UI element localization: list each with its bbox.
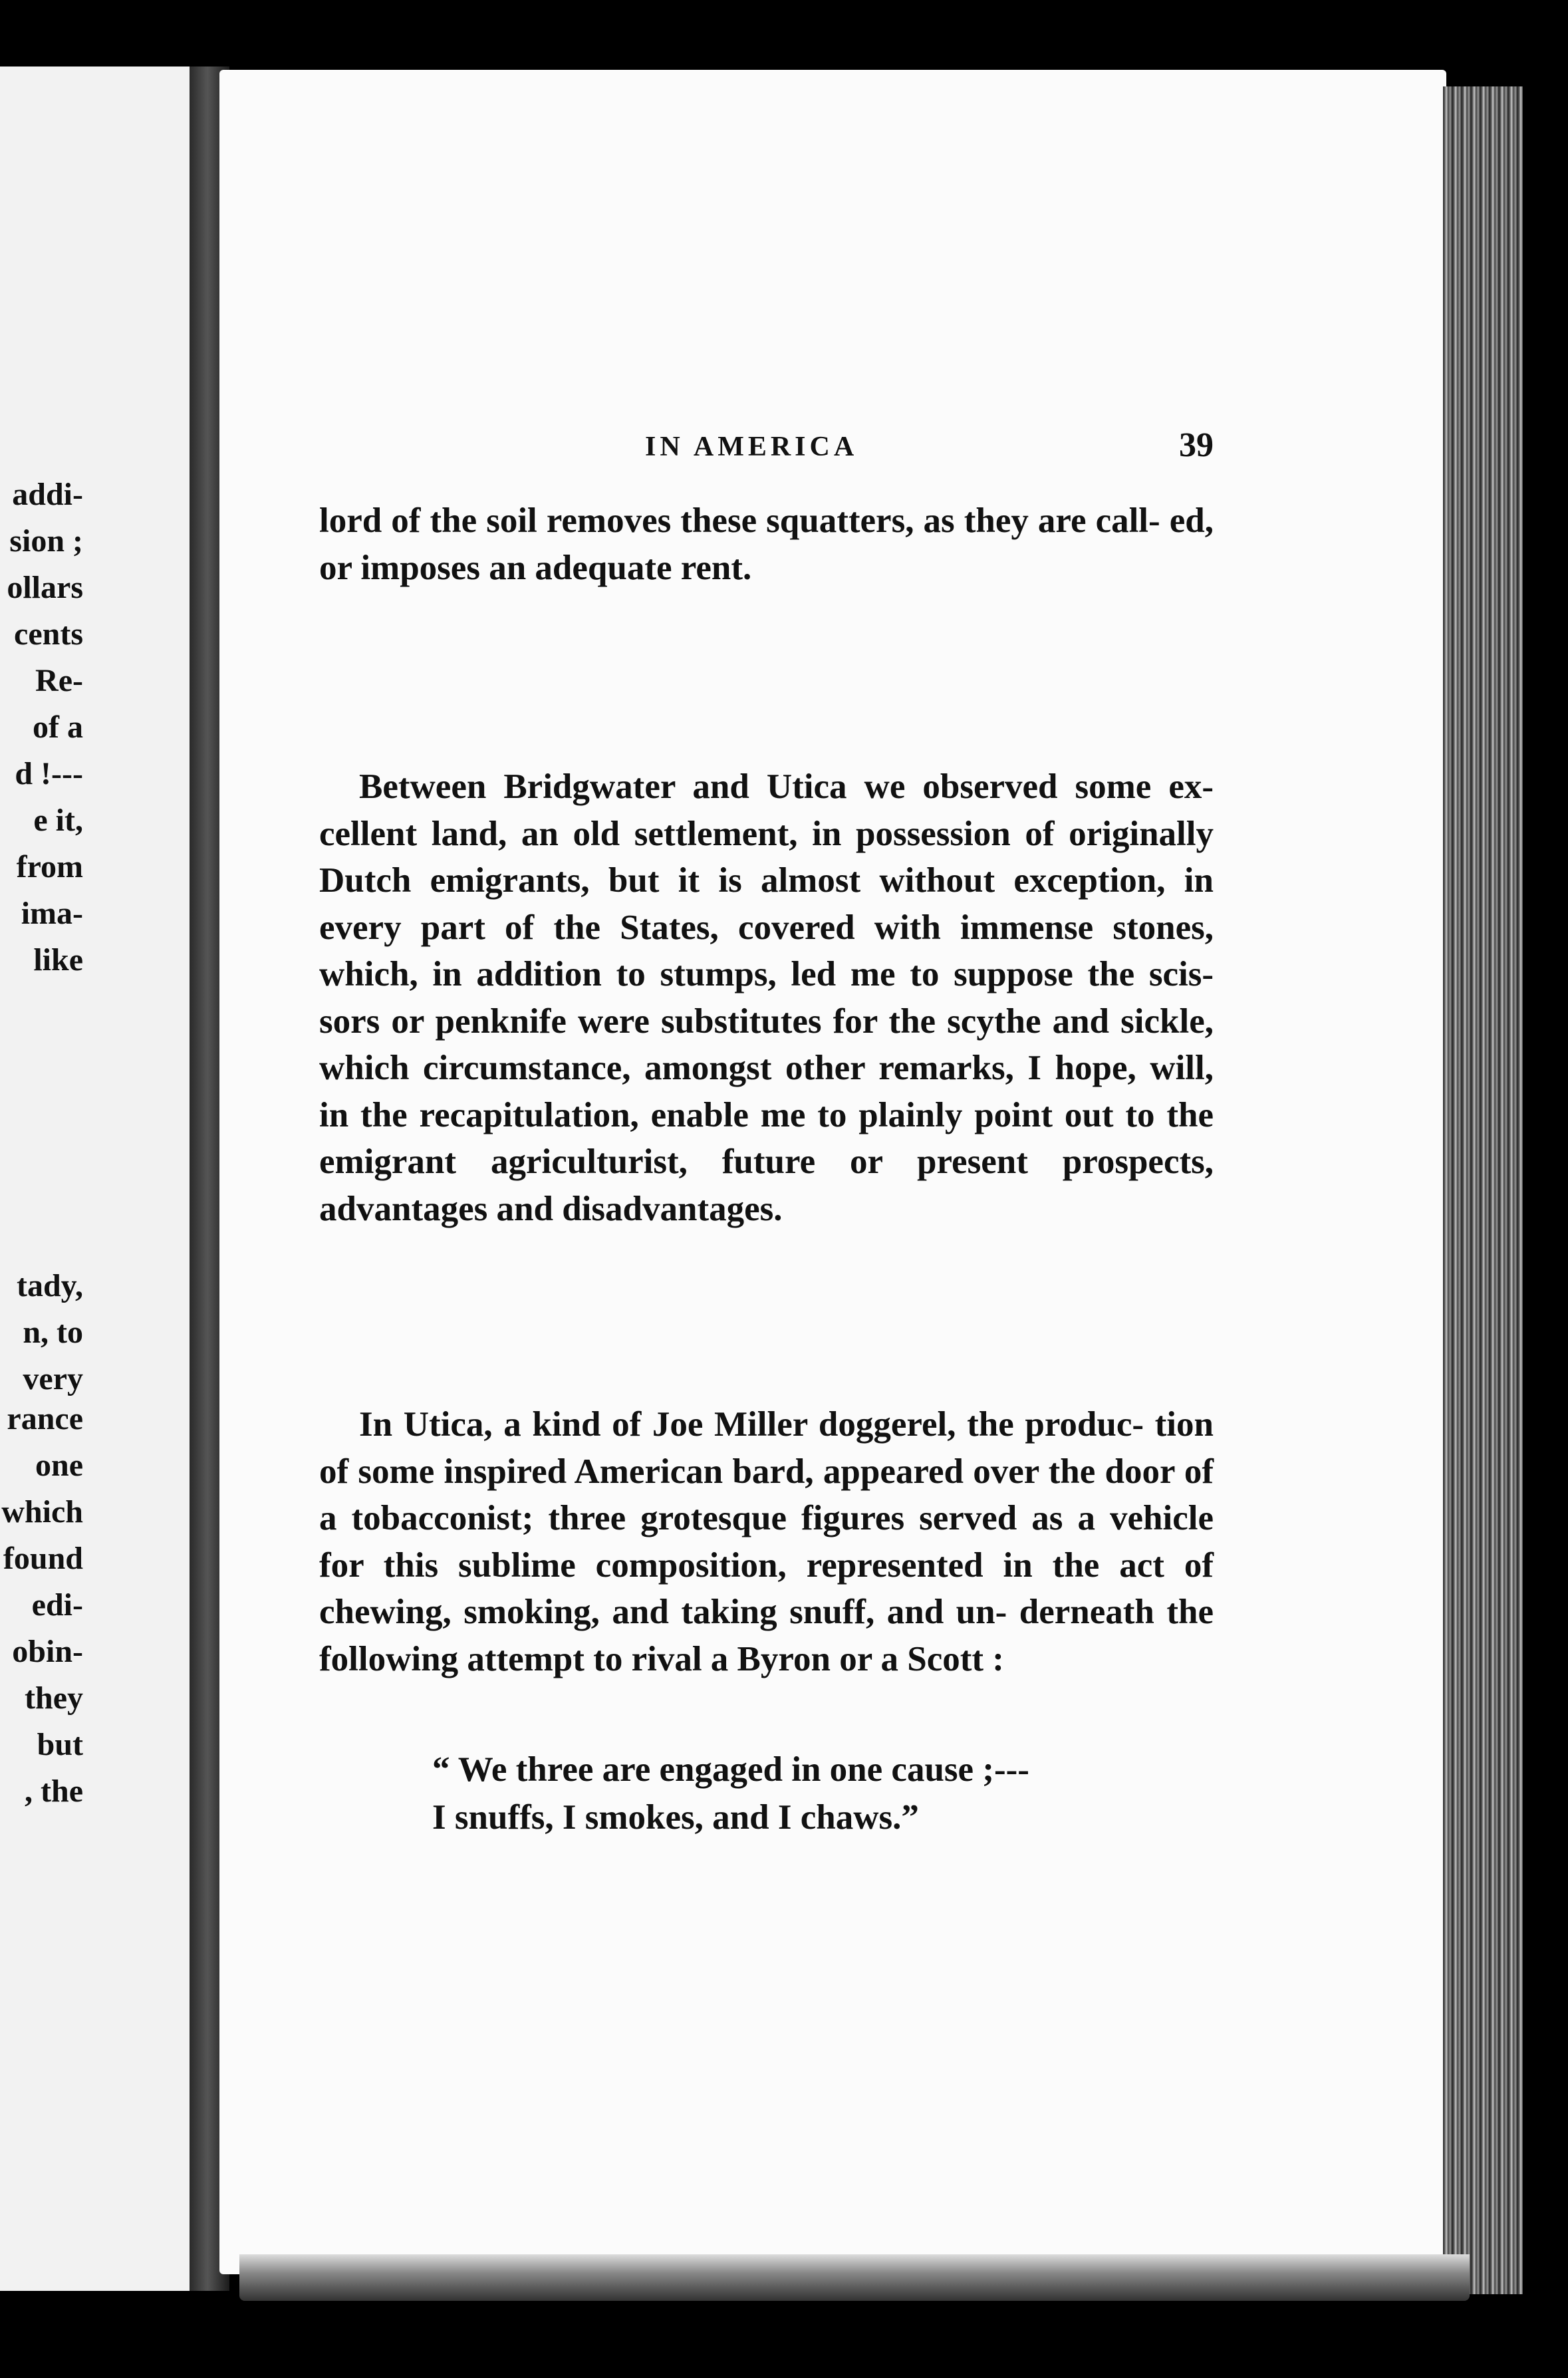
page-edge-stack — [1443, 86, 1523, 2294]
running-head: IN AMERICA — [645, 432, 858, 462]
left-page-line: which — [1, 1494, 83, 1529]
paragraph-continuation: lord of the soil removes these squatters, as they are call- ed, or imposes an adequate rent. — [319, 501, 1214, 587]
verse-line: I snuffs, I smokes, and I chaws.” — [432, 1798, 919, 1837]
left-page-line: d !--- — [15, 756, 83, 791]
left-page-line: like — [33, 942, 83, 978]
left-page-line: e it, — [33, 803, 83, 838]
left-page-line: sion ; — [9, 523, 83, 559]
verse-quotation — [432, 1746, 1029, 1841]
left-page-line: tady, — [16, 1268, 83, 1303]
page-header — [319, 426, 1214, 471]
left-page-line: cents — [14, 616, 83, 652]
left-page-line: of a — [33, 710, 83, 745]
left-page-line: ollars — [7, 570, 83, 605]
left-page-line: from — [16, 849, 83, 884]
paragraph-utica-doggerel: In Utica, a kind of Joe Miller doggerel, the produc- tion of some inspired American bard, appeared over the door of a tobacconist; three grotesque figures served as a vehicle for this sublime composition, represented in the act of chewing, smoking, and taking snuff, and un- derneath the following attempt to rival a Byron or a Scott : — [319, 1405, 1214, 1678]
page-number: 39 — [1179, 426, 1214, 464]
left-page-line: but — [37, 1727, 83, 1762]
left-page-line: n, to — [23, 1315, 83, 1350]
left-page-line: obin- — [12, 1634, 83, 1669]
left-page-line: Re- — [35, 663, 83, 698]
left-page-line: addi- — [12, 477, 83, 512]
left-page-line: very — [23, 1361, 83, 1396]
left-page-line: rance — [7, 1401, 83, 1436]
left-page-line: , the — [25, 1774, 83, 1809]
left-page-fragment — [0, 66, 190, 2291]
left-page-line: edi- — [31, 1587, 83, 1623]
left-page-line: found — [3, 1541, 83, 1576]
page-bottom-edge — [239, 2254, 1470, 2301]
left-page-line: ima- — [21, 896, 83, 931]
verse-line: “ We three are engaged in one cause ;--- — [432, 1750, 1029, 1789]
left-page-line: one — [35, 1448, 83, 1483]
paragraph-bridgwater-utica: Between Bridgwater and Utica we observed some ex- cellent land, an old settlement, in possession of originally Dutch emigrants, but it is almost without exception, in every part of the States, covered with immense stones, which, in addition to stumps, led me to suppose the scis- sors or penknife were substitutes for the scythe and sickle, which circumstance, amongst other remarks, I hope, will, in the recapitulation, enable me to plainly point out to the emigrant agriculturist, future or present prospects, advantages and disadvantages. — [319, 767, 1214, 1228]
left-page-line: they — [25, 1680, 83, 1716]
